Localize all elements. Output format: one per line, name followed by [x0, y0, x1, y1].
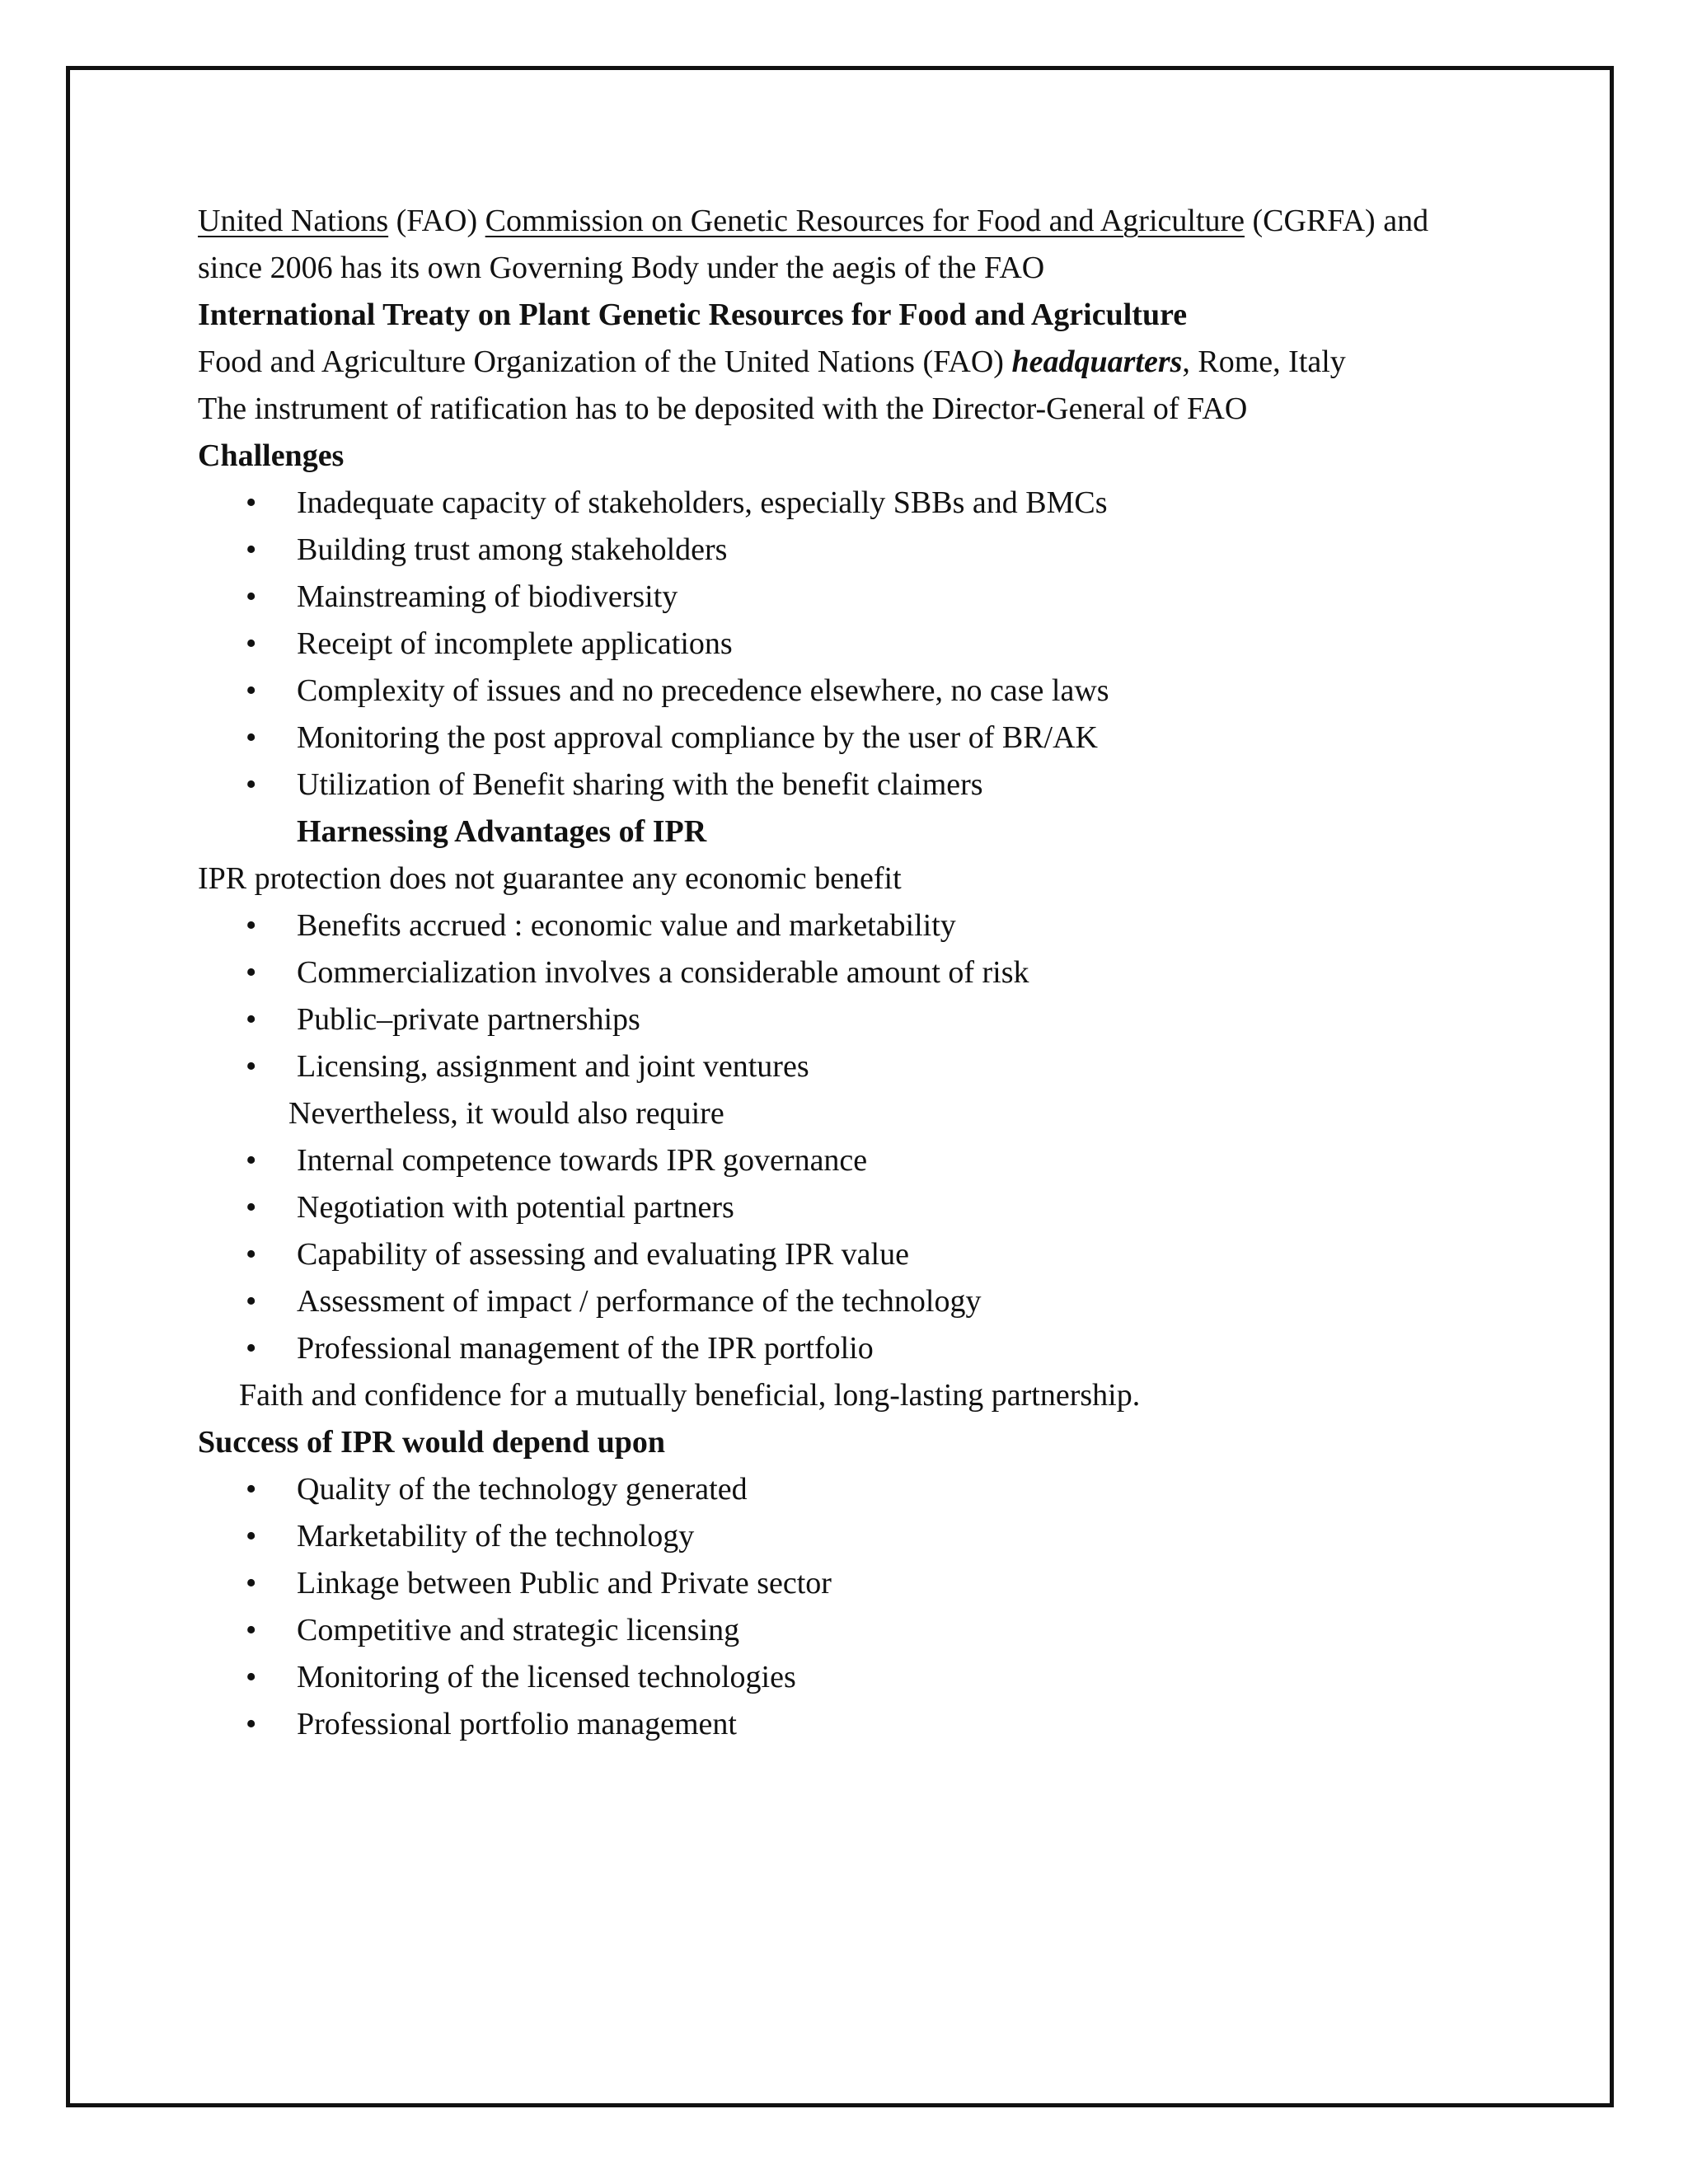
- document-body: [198, 198, 1533, 1748]
- list-item: [198, 1560, 1533, 1607]
- list-item: [198, 1278, 1533, 1325]
- list-item: [198, 1701, 1533, 1748]
- bullet-icon: •: [246, 1284, 257, 1319]
- list-item: [198, 668, 1533, 715]
- link-cgrfa[interactable]: Commission on Genetic Resources for Food and Agriculture: [485, 204, 1245, 238]
- bullet-icon: •: [246, 626, 257, 661]
- list-item-text: Assessment of impact / performance of the technology: [297, 1284, 982, 1319]
- requirements-note: Nevertheless, it would also require: [288, 1096, 724, 1131]
- harnessing-heading: Harnessing Advantages of IPR: [297, 814, 707, 849]
- list-item-text: Utilization of Benefit sharing with the benefit claimers: [297, 767, 983, 802]
- partnership-closing: Faith and confidence for a mutually beneficial, long-lasting partnership.: [239, 1378, 1141, 1413]
- benefits-list: [198, 902, 1533, 1090]
- list-item: [198, 1466, 1533, 1513]
- list-item: [198, 762, 1533, 808]
- list-item: [198, 715, 1533, 762]
- list-item-text: Monitoring of the licensed technologies: [297, 1660, 796, 1694]
- challenges-heading: Challenges: [198, 438, 345, 473]
- list-item: [198, 1184, 1533, 1231]
- list-item-text: Building trust among stakeholders: [297, 532, 728, 567]
- bullet-icon: •: [246, 1707, 257, 1741]
- bullet-icon: •: [246, 1143, 257, 1178]
- list-item-text: Marketability of the technology: [297, 1519, 695, 1554]
- hq-line-pre: Food and Agriculture Organization of the United Nations (FAO): [198, 344, 1012, 379]
- list-item-text: Monitoring the post approval compliance by the user of BR/AK: [297, 720, 1098, 755]
- list-item-text: Competitive and strategic licensing: [297, 1613, 740, 1647]
- list-item-text: Receipt of incomplete applications: [297, 626, 733, 661]
- requirements-list: [198, 1137, 1533, 1372]
- hq-line-post: , Rome, Italy: [1182, 344, 1346, 379]
- list-item-text: Licensing, assignment and joint ventures: [297, 1049, 809, 1084]
- bullet-icon: •: [246, 579, 257, 614]
- ratification-line: The instrument of ratification has to be deposited with the Director-General of FAO: [198, 391, 1248, 426]
- list-item: [198, 949, 1533, 996]
- bullet-icon: •: [246, 955, 257, 990]
- intro-line-1: [198, 198, 1533, 245]
- link-united-nations[interactable]: United Nations: [198, 204, 389, 238]
- bullet-icon: •: [246, 1660, 257, 1694]
- success-heading: Success of IPR would depend upon: [198, 1425, 665, 1460]
- list-item: [198, 574, 1533, 621]
- list-item: [198, 1043, 1533, 1090]
- list-item-text: Internal competence towards IPR governance: [297, 1143, 868, 1178]
- list-item-text: Mainstreaming of biodiversity: [297, 579, 678, 614]
- harnessing-intro: IPR protection does not guarantee any economic benefit: [198, 861, 902, 896]
- list-item: [198, 902, 1533, 949]
- bullet-icon: •: [246, 532, 257, 567]
- bullet-icon: •: [246, 1566, 257, 1601]
- list-item: [198, 1231, 1533, 1278]
- list-item: [198, 1654, 1533, 1701]
- list-item-text: Public–private partnerships: [297, 1002, 640, 1037]
- bullet-icon: •: [246, 1049, 257, 1084]
- list-item: [198, 621, 1533, 668]
- list-item: [198, 1607, 1533, 1654]
- bullet-icon: •: [246, 673, 257, 708]
- list-item: [198, 996, 1533, 1043]
- list-item: [198, 480, 1533, 527]
- list-item: [198, 1137, 1533, 1184]
- bullet-icon: •: [246, 1237, 257, 1272]
- list-item: [198, 1513, 1533, 1560]
- bullet-icon: •: [246, 1519, 257, 1554]
- bullet-icon: •: [246, 1002, 257, 1037]
- bullet-icon: •: [246, 1472, 257, 1507]
- bullet-icon: •: [246, 1331, 257, 1366]
- list-item-text: Inadequate capacity of stakeholders, especially SBBs and BMCs: [297, 485, 1108, 520]
- intro-line-1-mid: (FAO): [388, 204, 485, 238]
- bullet-icon: •: [246, 720, 257, 755]
- bullet-icon: •: [246, 767, 257, 802]
- list-item-text: Benefits accrued : economic value and marketability: [297, 908, 956, 943]
- list-item-text: Quality of the technology generated: [297, 1472, 748, 1507]
- intro-line-2: since 2006 has its own Governing Body under the aegis of the FAO: [198, 251, 1045, 285]
- list-item-text: Linkage between Public and Private sector: [297, 1566, 832, 1601]
- list-item-text: Professional management of the IPR portfolio: [297, 1331, 874, 1366]
- list-item-text: Capability of assessing and evaluating IPR value: [297, 1237, 909, 1272]
- bullet-icon: •: [246, 1613, 257, 1647]
- hq-emphasis: headquarters: [1011, 344, 1183, 379]
- list-item-text: Commercialization involves a considerable amount of risk: [297, 955, 1029, 990]
- bullet-icon: •: [246, 485, 257, 520]
- hq-line: [198, 339, 1533, 386]
- treaty-heading: International Treaty on Plant Genetic Resources for Food and Agriculture: [198, 298, 1188, 332]
- list-item-text: Negotiation with potential partners: [297, 1190, 734, 1225]
- bullet-icon: •: [246, 1190, 257, 1225]
- list-item: [198, 1325, 1533, 1372]
- list-item-text: Professional portfolio management: [297, 1707, 737, 1741]
- intro-line-1-tail: (CGRFA) and: [1245, 204, 1429, 238]
- list-item-text: Complexity of issues and no precedence elsewhere, no case laws: [297, 673, 1109, 708]
- success-list: [198, 1466, 1533, 1748]
- challenges-list: [198, 480, 1533, 808]
- bullet-icon: •: [246, 908, 257, 943]
- list-item: [198, 527, 1533, 574]
